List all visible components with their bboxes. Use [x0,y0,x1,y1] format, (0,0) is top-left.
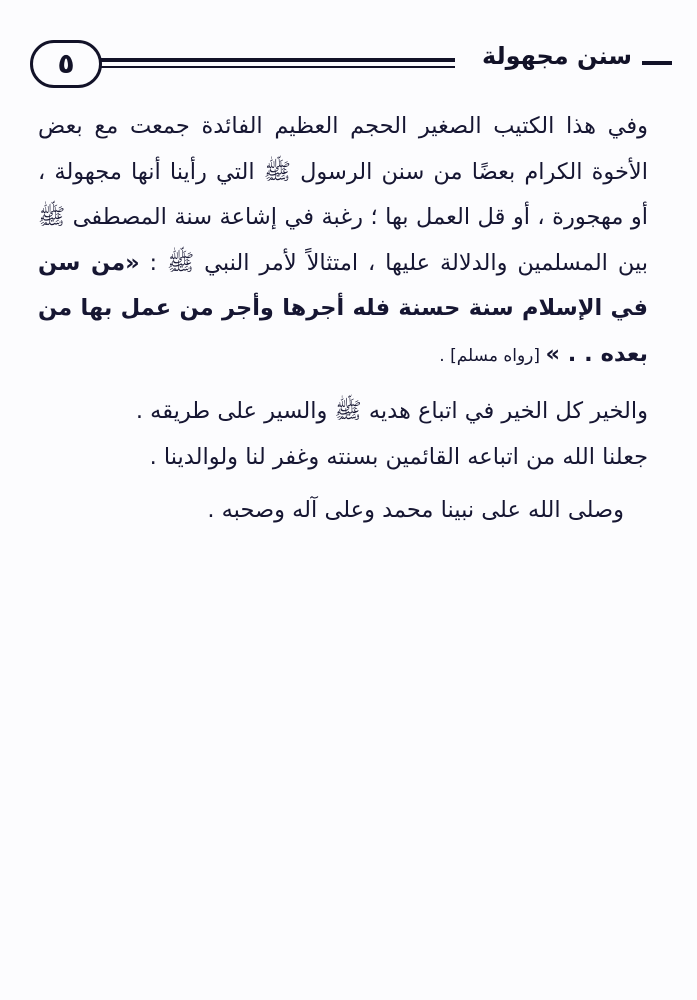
header-rule-thick [100,58,455,62]
closing-line-1: والخير كل الخير في اتباع هديه ﷺ والسير على طريقه . [135,398,648,424]
paragraph-salutation: وصلى الله على نبينا محمد وعلى آله وصحبه . [207,497,624,523]
intro-text: وفي هذا الكتيب الصغير الحجم العظيم الفائدة جمعت مع بعض الأخوة الكرام بعضًا من سنن الرسول ﷺ التي رأينا أنها مجهولة ، أو مهجورة ، أو قل العمل بها ؛ رغبة في إشاعة سنة المصطفى ﷺ بين المسلمين والدلالة عليها ، امتثالاً لأمر النبي ﷺ : [38,113,649,276]
hadith-quote: «من سن في الإسلام سنة حسنة فله أجرها وأجر من عمل بها من بعده . . » [38,249,648,367]
closing-line-2: جعلنا الله من اتباعه القائمين بسنته وغفر لنا ولوالدينا . [149,443,648,470]
header-dash [642,61,672,65]
page-header [30,40,672,92]
page-number-frame [30,40,102,88]
body-text [38,104,648,534]
header-rule-thin [100,66,455,68]
page-number: ٥ [57,47,75,80]
paragraph-closing [38,389,648,480]
hadith-source: [رواه مسلم] . [439,345,546,366]
paragraph-intro [38,104,648,379]
running-title: سنن مجهولة [482,42,632,70]
